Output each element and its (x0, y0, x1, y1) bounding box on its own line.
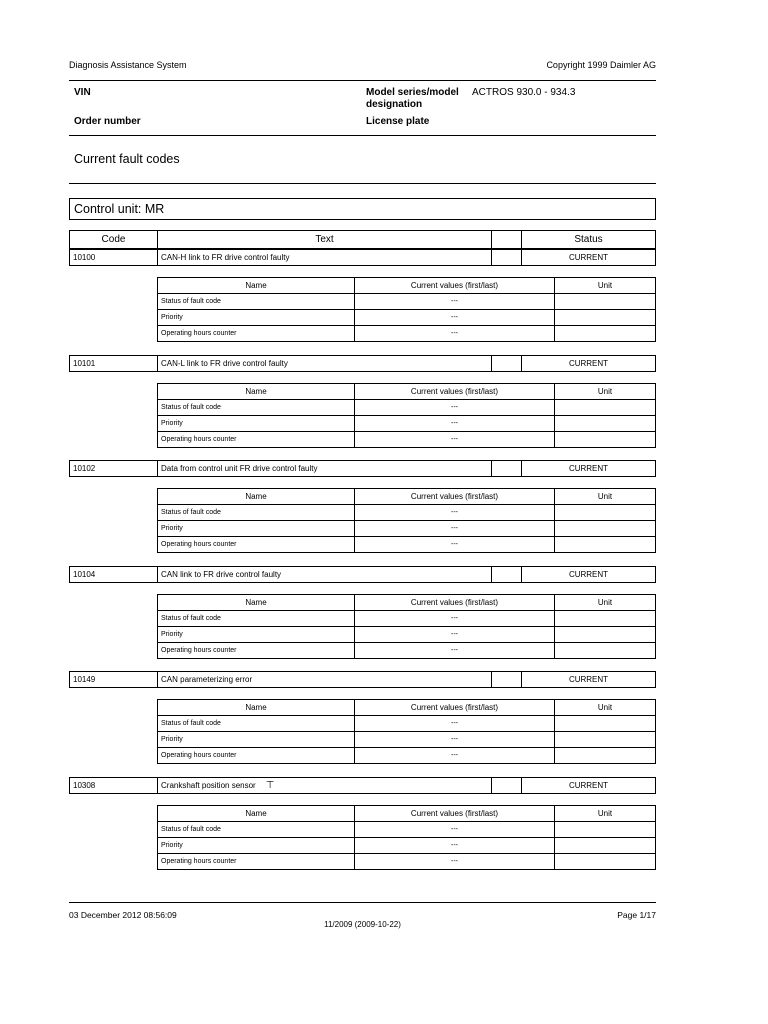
detail-column-name: Name (158, 806, 355, 822)
detail-row (158, 416, 656, 432)
detail-name: Operating hours counter (158, 748, 355, 764)
detail-unit (555, 521, 656, 537)
fault-row (69, 355, 656, 372)
detail-column-name: Name (158, 700, 355, 716)
detail-column-unit: Unit (555, 489, 656, 505)
fault-code: 10101 (70, 356, 158, 372)
detail-column-unit: Unit (555, 806, 656, 822)
fault-row (69, 249, 656, 266)
fault-text-label: Data from control unit FR drive control faulty (161, 464, 318, 473)
detail-column-current: Current values (first/last) (355, 489, 555, 505)
fault-text (158, 567, 492, 583)
order-number-label: Order number (74, 116, 141, 127)
detail-name: Status of fault code (158, 822, 355, 838)
page-number: Page 1/17 (617, 910, 656, 920)
version-info: 11/2009 (2009-10-22) (324, 920, 401, 929)
detail-name: Priority (158, 310, 355, 326)
detail-unit (555, 732, 656, 748)
detail-name: Status of fault code (158, 611, 355, 627)
detail-row (158, 400, 656, 416)
fault-code: 10100 (70, 250, 158, 266)
detail-value: --- (355, 294, 555, 310)
fault-detail-table (157, 699, 656, 764)
divider (69, 902, 656, 903)
detail-unit (555, 716, 656, 732)
detail-column-name: Name (158, 595, 355, 611)
fault-text-label: CAN link to FR drive control faulty (161, 570, 282, 579)
control-unit-label: Control unit: MR (74, 202, 165, 216)
fault-status: CURRENT (522, 461, 656, 477)
fault-row (69, 671, 656, 688)
detail-column-current: Current values (first/last) (355, 384, 555, 400)
fault-code: 10104 (70, 567, 158, 583)
detail-row (158, 505, 656, 521)
detail-value: --- (355, 732, 555, 748)
copyright: Copyright 1999 Daimler AG (546, 60, 656, 70)
detail-unit (555, 643, 656, 659)
detail-value: --- (355, 611, 555, 627)
detail-value: --- (355, 310, 555, 326)
column-code: Code (70, 231, 158, 249)
detail-name: Priority (158, 838, 355, 854)
fault-row (69, 460, 656, 477)
fault-text (158, 672, 492, 688)
fault-text-label: Crankshaft position sensor (161, 781, 256, 790)
control-unit-box (69, 198, 656, 220)
fault-blank (492, 250, 522, 266)
fault-detail-table (157, 277, 656, 342)
detail-name: Status of fault code (158, 400, 355, 416)
fault-status: CURRENT (522, 778, 656, 794)
detail-row (158, 854, 656, 870)
fault-text-label: CAN parameterizing error (161, 675, 253, 684)
detail-value: --- (355, 627, 555, 643)
license-plate-label: License plate (366, 116, 430, 127)
detail-name: Priority (158, 627, 355, 643)
detail-column-name: Name (158, 489, 355, 505)
detail-row (158, 294, 656, 310)
fault-text (158, 461, 492, 477)
detail-unit (555, 505, 656, 521)
detail-name: Priority (158, 732, 355, 748)
fault-status: CURRENT (522, 567, 656, 583)
detail-name: Operating hours counter (158, 432, 355, 448)
detail-unit (555, 838, 656, 854)
detail-row (158, 643, 656, 659)
detail-column-unit: Unit (555, 595, 656, 611)
fault-text-label: CAN-H link to FR drive control faulty (161, 253, 290, 262)
detail-unit (555, 416, 656, 432)
model-value: ACTROS 930.0 - 934.3 (472, 87, 576, 98)
detail-column-current: Current values (first/last) (355, 700, 555, 716)
system-name: Diagnosis Assistance System (69, 60, 187, 70)
fault-code: 10149 (70, 672, 158, 688)
detail-row (158, 627, 656, 643)
detail-name: Priority (158, 416, 355, 432)
fault-code: 10308 (70, 778, 158, 794)
detail-unit (555, 822, 656, 838)
detail-row (158, 716, 656, 732)
fault-blank (492, 778, 522, 794)
detail-name: Status of fault code (158, 505, 355, 521)
fault-text-label: CAN-L link to FR drive control faulty (161, 359, 288, 368)
detail-value: --- (355, 643, 555, 659)
detail-unit (555, 310, 656, 326)
divider (69, 80, 656, 81)
detail-unit (555, 400, 656, 416)
detail-name: Operating hours counter (158, 326, 355, 342)
fault-text (158, 778, 492, 794)
fault-code: 10102 (70, 461, 158, 477)
fault-detail-table (157, 805, 656, 870)
detail-value: --- (355, 505, 555, 521)
model-label-line2: designation (366, 99, 423, 110)
detail-column-current: Current values (first/last) (355, 806, 555, 822)
fault-table-header (69, 230, 656, 249)
detail-value: --- (355, 822, 555, 838)
detail-value: --- (355, 432, 555, 448)
detail-value: --- (355, 521, 555, 537)
divider (69, 183, 656, 184)
detail-row (158, 732, 656, 748)
detail-value: --- (355, 326, 555, 342)
fault-blank (492, 461, 522, 477)
fault-status: CURRENT (522, 356, 656, 372)
detail-value: --- (355, 537, 555, 553)
divider (69, 135, 656, 136)
detail-row (158, 432, 656, 448)
detail-unit (555, 611, 656, 627)
fault-text (158, 250, 492, 266)
detail-column-unit: Unit (555, 700, 656, 716)
detail-name: Priority (158, 521, 355, 537)
detail-name: Status of fault code (158, 294, 355, 310)
detail-column-current: Current values (first/last) (355, 278, 555, 294)
detail-unit (555, 748, 656, 764)
detail-column-name: Name (158, 278, 355, 294)
detail-unit (555, 326, 656, 342)
model-label: Model series/model (366, 87, 459, 98)
detail-row (158, 521, 656, 537)
text-cursor-icon: ⊤ (265, 780, 275, 791)
detail-value: --- (355, 416, 555, 432)
detail-value: --- (355, 716, 555, 732)
fault-text (158, 356, 492, 372)
fault-row (69, 777, 656, 794)
fault-blank (492, 672, 522, 688)
detail-name: Operating hours counter (158, 643, 355, 659)
detail-name: Operating hours counter (158, 537, 355, 553)
detail-unit (555, 432, 656, 448)
detail-row (158, 838, 656, 854)
detail-value: --- (355, 838, 555, 854)
fault-status: CURRENT (522, 672, 656, 688)
detail-value: --- (355, 400, 555, 416)
column-blank (492, 231, 522, 249)
detail-column-unit: Unit (555, 384, 656, 400)
vin-label: VIN (74, 87, 91, 98)
detail-value: --- (355, 854, 555, 870)
detail-unit (555, 537, 656, 553)
detail-row (158, 537, 656, 553)
detail-row (158, 822, 656, 838)
detail-row (158, 611, 656, 627)
detail-row (158, 748, 656, 764)
print-date: 03 December 2012 08:56:09 (69, 910, 177, 920)
fault-row (69, 566, 656, 583)
fault-blank (492, 356, 522, 372)
fault-detail-table (157, 488, 656, 553)
detail-row (158, 326, 656, 342)
column-status: Status (522, 231, 656, 249)
detail-name: Operating hours counter (158, 854, 355, 870)
detail-unit (555, 854, 656, 870)
fault-detail-table (157, 594, 656, 659)
detail-unit (555, 627, 656, 643)
fault-detail-table (157, 383, 656, 448)
detail-column-unit: Unit (555, 278, 656, 294)
fault-status: CURRENT (522, 250, 656, 266)
detail-unit (555, 294, 656, 310)
fault-blank (492, 567, 522, 583)
section-title: Current fault codes (74, 152, 180, 166)
detail-column-current: Current values (first/last) (355, 595, 555, 611)
detail-value: --- (355, 748, 555, 764)
detail-column-name: Name (158, 384, 355, 400)
detail-row (158, 310, 656, 326)
detail-name: Status of fault code (158, 716, 355, 732)
column-text: Text (158, 231, 492, 249)
